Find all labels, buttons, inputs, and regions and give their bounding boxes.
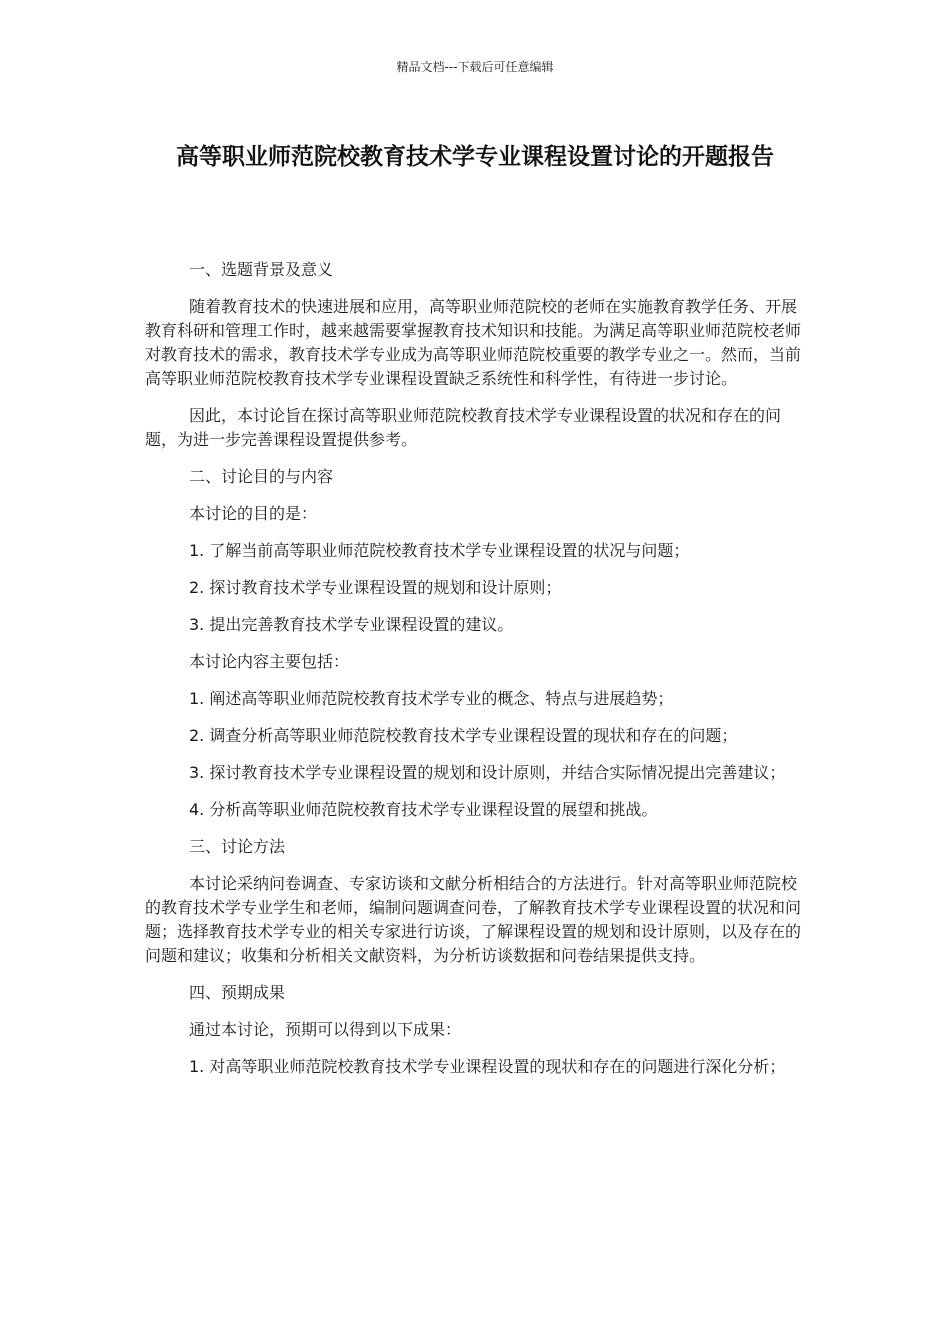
goal-item: 2. 探讨教育技术学专业课程设置的规划和设计原则； — [189, 578, 562, 597]
content-intro: 本讨论内容主要包括： — [189, 652, 350, 671]
header-note: 精品文档---下载后可任意编辑 — [396, 60, 554, 74]
content-item: 4. 分析高等职业师范院校教育技术学专业课程设置的展望和挑战。 — [189, 800, 658, 819]
paragraph-methods: 本讨论采纳问卷调查、专家访谈和文献分析相结合的方法进行。针对高等职业师范院校的教育技术学专业学生和老师，编制问题调查问卷，了解教育技术学专业课程设置的状况和问题；选择教育技术学专业的相关专家进行访谈，了解课程设置的规划和设计原则，以及存在的问题和建议；收集和分析相关文献资料，为分析访谈数据和问卷结果提供支持。 — [145, 874, 802, 965]
content-item: 2. 调查分析高等职业师范院校教育技术学专业课程设置的现状和存在的问题； — [189, 726, 738, 745]
goals-intro: 本讨论的目的是： — [189, 504, 318, 523]
document-title: 高等职业师范院校教育技术学专业课程设置讨论的开题报告 — [176, 144, 774, 170]
content-item: 1. 阐述高等职业师范院校教育技术学专业的概念、特点与进展趋势； — [189, 689, 674, 708]
section-heading-outcomes: 四、预期成果 — [189, 983, 286, 1002]
content-item: 3. 探讨教育技术学专业课程设置的规划和设计原则，并结合实际情况提出完善建议； — [189, 763, 786, 782]
paragraph-purpose-summary: 因此，本讨论旨在探讨高等职业师范院校教育技术学专业课程设置的状况和存在的问题，为进一步完善课程设置提供参考。 — [145, 406, 782, 449]
document-body — [145, 258, 805, 1092]
section-heading-methods: 三、讨论方法 — [189, 837, 286, 856]
section-heading-background: 一、选题背景及意义 — [189, 260, 334, 279]
outcomes-intro: 通过本讨论，预期可以得到以下成果： — [189, 1020, 462, 1039]
outcome-item: 1. 对高等职业师范院校教育技术学专业课程设置的现状和存在的问题进行深化分析； — [189, 1057, 786, 1076]
goal-item: 1. 了解当前高等职业师范院校教育技术学专业课程设置的状况与问题； — [189, 541, 690, 560]
goal-item: 3. 提出完善教育技术学专业课程设置的建议。 — [189, 615, 514, 634]
paragraph-background: 随着教育技术的快速进展和应用，高等职业师范院校的老师在实施教育教学任务、开展教育科研和管理工作时，越来越需要掌握教育技术知识和技能。为满足高等职业师范院校老师对教育技术的需求，教育技术学专业成为高等职业师范院校重要的教学专业之一。然而，当前高等职业师范院校教育技术学专业课程设置缺乏系统性和科学性，有待进一步讨论。 — [145, 297, 802, 388]
section-heading-goals: 二、讨论目的与内容 — [189, 467, 334, 486]
